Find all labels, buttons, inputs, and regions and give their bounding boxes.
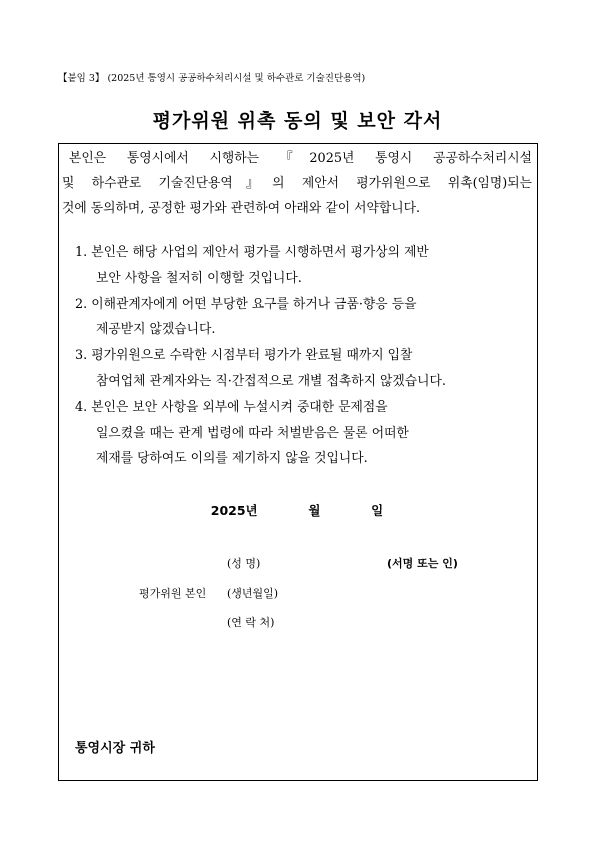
recipient-line: 통영시장 귀하 — [75, 741, 155, 756]
document-title: 평가위원 위촉 동의 및 보안 각서 — [152, 110, 443, 132]
birth-label: (생년월일) — [227, 587, 279, 600]
date-month: 월 — [308, 503, 321, 518]
pledge-item-1 — [75, 240, 446, 292]
pledge-item-line: 보안 사항을 철저히 이행할 것입니다. — [96, 270, 302, 286]
intro-line-2: 및 하수관로 기술진단용역』의 제안서 평가위원으로 위촉(임명)되는 — [62, 176, 532, 191]
signature-mark: (서명 또는 인) — [387, 557, 458, 570]
contact-label: (연 락 처) — [227, 616, 275, 629]
pledge-item-line: 3. 평가위원으로 수락한 시점부터 평가가 완료될 때까지 입찰 — [75, 348, 413, 364]
pledge-item-3 — [75, 343, 446, 395]
pledge-item-line: 4. 본인은 보안 사항을 외부에 누설시켜 중대한 문제점을 — [75, 399, 388, 415]
date-day: 일 — [371, 503, 384, 518]
name-label: (성 명) — [227, 557, 261, 570]
pledge-item-2 — [75, 292, 446, 344]
pledge-item-line: 2. 이해관계자에게 어떤 부당한 요구를 하거나 금품·향응 등을 — [75, 296, 417, 312]
date-line — [59, 501, 535, 519]
pledge-item-line: 참여업체 관계자와는 직·간접적으로 개별 접촉하지 않겠습니다. — [96, 373, 446, 389]
pledge-box — [58, 143, 538, 781]
attachment-label: 【붙임 3】 (2025년 통영시 공공하수처리시설 및 하수관로 기술진단용역) — [58, 73, 366, 84]
role-label: 평가위원 본인 — [139, 587, 207, 600]
pledge-list — [75, 240, 446, 472]
date-year: 2025년 — [210, 503, 258, 518]
intro-paragraph — [59, 146, 535, 221]
intro-line-1: 본인은 통영시에서 시행하는 『2025년 통영시 공공하수처리시설 — [69, 151, 532, 166]
pledge-item-4 — [75, 395, 446, 472]
pledge-item-line: 제재를 당하여도 이의를 제기하지 않을 것입니다. — [96, 451, 368, 467]
pledge-item-line: 제공받지 않겠습니다. — [96, 322, 216, 338]
pledge-item-line: 1. 본인은 해당 사업의 제안서 평가를 시행하면서 평가상의 제반 — [75, 245, 429, 260]
pledge-item-line: 일으켰을 때는 관계 법령에 따라 처벌받음은 물론 어떠한 — [96, 425, 409, 441]
intro-line-3: 것에 동의하며, 공정한 평가와 관련하여 아래와 같이 서약합니다. — [62, 201, 421, 216]
